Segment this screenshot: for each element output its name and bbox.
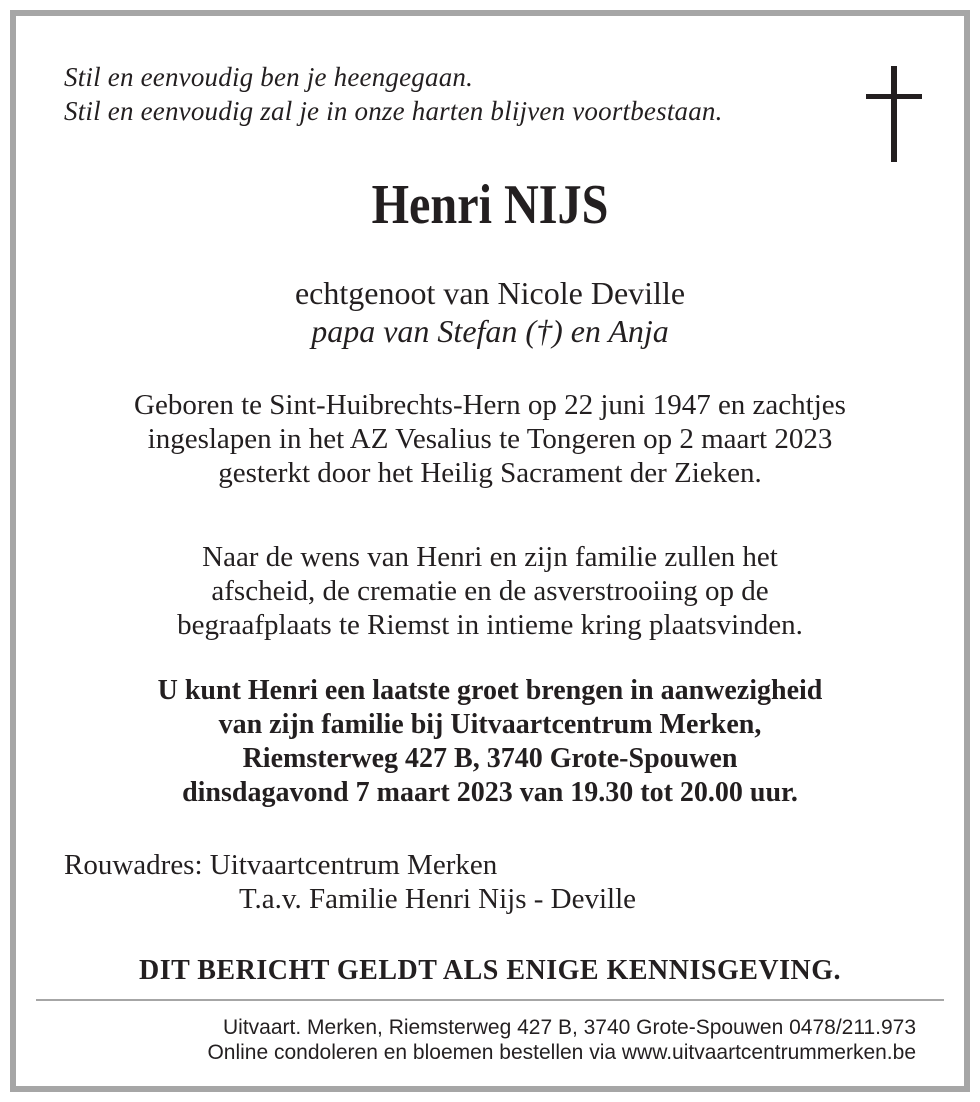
paragraph-line: afscheid, de crematie en de asverstrooiing op de (211, 575, 769, 607)
poem-line-1: Stil en eenvoudig ben je heengegaan. (64, 62, 474, 92)
birth-death-paragraph (16, 388, 964, 490)
children-relation: papa van Stefan (†) en Anja (311, 313, 669, 349)
deceased-name: Henri NIJS (371, 174, 609, 236)
obituary-card (10, 10, 970, 1092)
poem-line-2: Stil en eenvoudig zal je in onze harten blijven voortbestaan. (64, 96, 723, 126)
notice-statement: DIT BERICHT GELDT ALS ENIGE KENNISGEVING. (138, 955, 842, 986)
footer-line-1: Uitvaart. Merken, Riemsterweg 427 B, 3740 Grote-Spouwen 0478/211.973 (223, 1016, 916, 1039)
paragraph-line: begraafplaats te Riemst in intieme kring plaatsvinden. (177, 609, 803, 641)
paragraph-line: U kunt Henri een laatste groet brengen in aanwezigheid (157, 675, 823, 706)
mourning-address-line-2: T.a.v. Familie Henri Nijs - Deville (239, 883, 637, 915)
mourning-address-line-1: Rouwadres: Uitvaartcentrum Merken (64, 849, 498, 881)
poem (64, 60, 723, 128)
paragraph-line: Geboren te Sint-Huibrechts-Hern op 22 juni 1947 en zachtjes (134, 389, 846, 421)
paragraph-line: dinsdagavond 7 maart 2023 van 19.30 tot 20.00 uur. (182, 777, 798, 808)
divider (36, 999, 944, 1001)
paragraph-line: gesterkt door het Heilig Sacrament der Zieken. (218, 457, 762, 489)
footer-line-2: Online condoleren en bloemen bestellen via www.uitvaartcentrummerken.be (207, 1041, 916, 1064)
spouse-relation: echtgenoot van Nicole Deville (294, 275, 686, 311)
footer (207, 1015, 916, 1065)
visitation-paragraph (16, 674, 964, 810)
paragraph-line: ingeslapen in het AZ Vesalius te Tongeren op 2 maart 2023 (147, 423, 833, 455)
paragraph-line: van zijn familie bij Uitvaartcentrum Merken, (218, 709, 762, 740)
wishes-paragraph (16, 540, 964, 642)
paragraph-line: Naar de wens van Henri en zijn familie zullen het (202, 541, 778, 573)
paragraph-line: Riemsterweg 427 B, 3740 Grote-Spouwen (242, 743, 738, 774)
cross-icon (866, 66, 922, 162)
